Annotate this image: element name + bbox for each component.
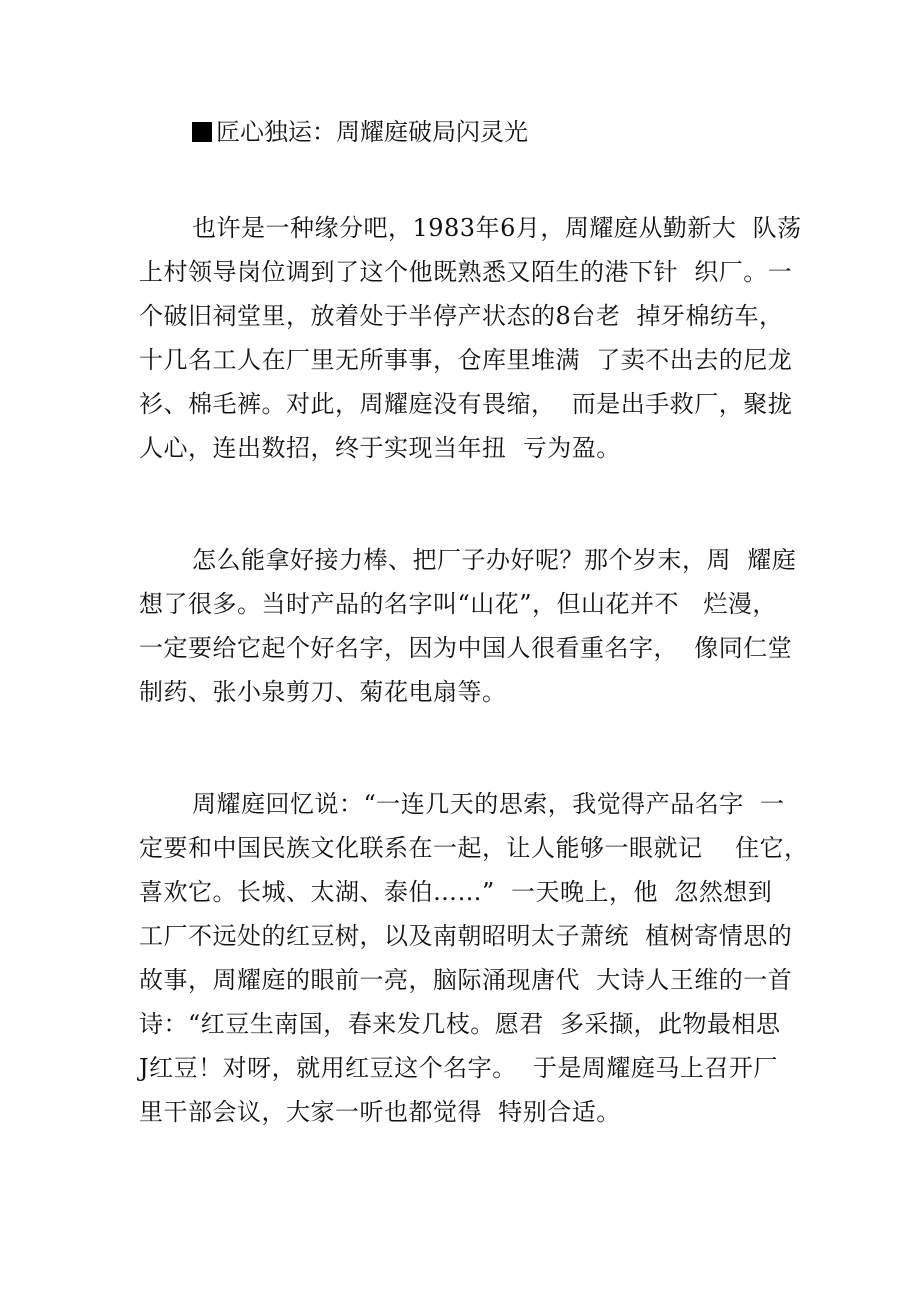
paragraph-line: 衫、棉毛裤。对此，周耀庭没有畏缩， 而是出手救厂，聚拢	[139, 390, 793, 418]
paragraph-line: 人心，连出数招，终于实现当年扭 亏为盈。	[139, 434, 621, 462]
paragraph-line: 上村领导岗位调到了这个他既熟悉又陌生的港下针 织厂。一	[139, 258, 793, 286]
black-square-icon	[192, 122, 212, 142]
section-heading-text: 匠心独运：周耀庭破局闪灵光	[216, 118, 528, 146]
paragraph-line: 个破旧祠堂里，放着处于半停产状态的8台老 掉牙棉纺车，	[139, 302, 784, 330]
paragraph-line: 想了很多。当时产品的名字叫“山花”，但山花并不 烂漫，	[139, 590, 777, 618]
paragraph-line: 十几名工人在厂里无所事事，仓库里堆满 了卖不出去的尼龙	[139, 346, 793, 374]
paragraph-line: 诗：“红豆生南国，春来发几枝。愿君 多采撷，此物最相思	[139, 1010, 781, 1038]
section-heading	[192, 112, 528, 152]
paragraph-line: 也许是一种缘分吧，1983年6月，周耀庭从勤新大 队荡	[192, 214, 802, 242]
paragraph-line: 一定要给它起个好名字，因为中国人很看重名字， 像同仁堂	[139, 634, 793, 662]
paragraph-line: 怎么能拿好接力棒、把厂子办好呢？那个岁末，周 耀庭	[192, 546, 797, 574]
paragraph-line: J红豆！对呀，就用红豆这个名字。 于是周耀庭马上召开厂	[139, 1054, 778, 1082]
paragraph-line: 定要和中国民族文化联系在一起，让人能够一眼就记 住它，	[139, 834, 809, 862]
paragraph-line: 工厂不远处的红豆树，以及南朝昭明太子萧统 植树寄情思的	[139, 922, 793, 950]
paragraph-line: 故事，周耀庭的眼前一亮，脑际涌现唐代 大诗人王维的一首	[139, 966, 793, 994]
paragraph-line: 周耀庭回忆说：“一连几天的思索，我觉得产品名字 一	[192, 790, 785, 818]
paragraph-line: 里干部会议，大家一听也都觉得 特别合适。	[139, 1098, 621, 1126]
paragraph-line: 喜欢它。长城、太湖、泰伯……” 一天晚上，他 忽然想到	[139, 878, 773, 906]
paragraph-line: 制药、张小泉剪刀、菊花电扇等。	[139, 678, 507, 706]
